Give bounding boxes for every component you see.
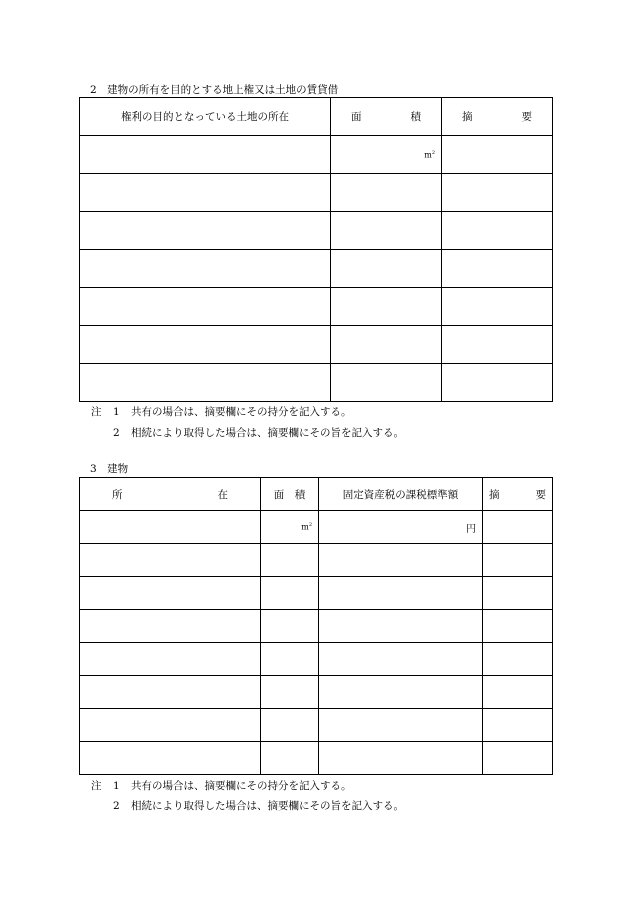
section3-title: 3 建物 bbox=[90, 463, 129, 475]
note-number: 1 bbox=[113, 406, 120, 418]
area-cell[interactable] bbox=[331, 288, 442, 326]
location-cell[interactable] bbox=[80, 742, 261, 775]
header-area: 面 積 bbox=[261, 478, 319, 511]
area-cell[interactable] bbox=[331, 364, 442, 402]
area-cell[interactable] bbox=[331, 212, 442, 250]
tax-base-cell[interactable] bbox=[319, 610, 483, 643]
header-area-char1: 面 bbox=[351, 111, 362, 123]
note-number: 2 bbox=[113, 800, 120, 812]
table-header-row bbox=[80, 98, 553, 136]
area-unit-sup: 2 bbox=[431, 149, 435, 156]
area-cell[interactable] bbox=[261, 610, 319, 643]
location-cell[interactable] bbox=[80, 511, 261, 544]
header-location bbox=[80, 478, 261, 511]
section3-note-2 bbox=[113, 798, 404, 813]
tax-base-cell[interactable] bbox=[319, 511, 483, 544]
area-unit: m bbox=[424, 150, 432, 160]
remarks-cell[interactable] bbox=[442, 212, 553, 250]
table-row bbox=[80, 174, 553, 212]
table-row bbox=[80, 364, 553, 402]
remarks-cell[interactable] bbox=[483, 610, 553, 643]
remarks-cell[interactable] bbox=[483, 643, 553, 676]
area-cell[interactable] bbox=[261, 643, 319, 676]
table-row bbox=[80, 643, 553, 676]
table-header-row bbox=[80, 478, 553, 511]
header-remarks-char2: 要 bbox=[535, 488, 546, 501]
header-land-location: 権利の目的となっている土地の所在 bbox=[80, 98, 331, 136]
land-location-cell[interactable] bbox=[80, 136, 331, 174]
area-cell[interactable] bbox=[261, 577, 319, 610]
note-number: 2 bbox=[113, 427, 120, 439]
remarks-cell[interactable] bbox=[442, 174, 553, 212]
area-cell[interactable] bbox=[261, 544, 319, 577]
table-row bbox=[80, 577, 553, 610]
table-row bbox=[80, 288, 553, 326]
land-location-cell[interactable] bbox=[80, 212, 331, 250]
tax-base-cell[interactable] bbox=[319, 577, 483, 610]
table-row bbox=[80, 212, 553, 250]
header-location-char1: 所 bbox=[112, 488, 123, 501]
land-location-cell[interactable] bbox=[80, 174, 331, 212]
table-row bbox=[80, 326, 553, 364]
remarks-cell[interactable] bbox=[483, 511, 553, 544]
remarks-cell[interactable] bbox=[442, 288, 553, 326]
note-text: 共有の場合は、摘要欄にその持分を記入する。 bbox=[131, 406, 352, 418]
table-row bbox=[80, 544, 553, 577]
location-cell[interactable] bbox=[80, 709, 261, 742]
remarks-cell[interactable] bbox=[442, 250, 553, 288]
table-row bbox=[80, 511, 553, 544]
table-row bbox=[80, 676, 553, 709]
section2-note-1 bbox=[91, 404, 352, 419]
table-row bbox=[80, 709, 553, 742]
tax-base-cell[interactable] bbox=[319, 676, 483, 709]
remarks-cell[interactable] bbox=[442, 326, 553, 364]
header-area-char2: 積 bbox=[410, 111, 421, 123]
tax-base-cell[interactable] bbox=[319, 643, 483, 676]
location-cell[interactable] bbox=[80, 577, 261, 610]
table-row bbox=[80, 610, 553, 643]
location-cell[interactable] bbox=[80, 676, 261, 709]
header-remarks-char2: 要 bbox=[521, 111, 532, 123]
table-row bbox=[80, 742, 553, 775]
remarks-cell[interactable] bbox=[442, 136, 553, 174]
section3-note-1 bbox=[91, 778, 352, 793]
area-cell[interactable] bbox=[261, 742, 319, 775]
land-location-cell[interactable] bbox=[80, 326, 331, 364]
header-remarks bbox=[483, 478, 553, 511]
table-row bbox=[80, 136, 553, 174]
remarks-cell[interactable] bbox=[483, 544, 553, 577]
land-location-cell[interactable] bbox=[80, 288, 331, 326]
table-row bbox=[80, 250, 553, 288]
area-unit-sup: 2 bbox=[308, 522, 312, 529]
remarks-cell[interactable] bbox=[483, 709, 553, 742]
note-text: 共有の場合は、摘要欄にその持分を記入する。 bbox=[131, 780, 352, 792]
note-label: 注 bbox=[91, 780, 102, 792]
section2-table bbox=[79, 97, 553, 402]
yen-unit: 円 bbox=[466, 523, 476, 535]
header-remarks bbox=[442, 98, 553, 136]
area-cell[interactable] bbox=[331, 174, 442, 212]
tax-base-cell[interactable] bbox=[319, 742, 483, 775]
remarks-cell[interactable] bbox=[483, 742, 553, 775]
section2-note-2 bbox=[113, 425, 404, 440]
section3-table bbox=[79, 477, 553, 775]
header-remarks-char1: 摘 bbox=[462, 111, 473, 123]
header-location-char2: 在 bbox=[217, 488, 228, 501]
note-label: 注 bbox=[91, 406, 102, 418]
land-location-cell[interactable] bbox=[80, 250, 331, 288]
area-unit: m bbox=[301, 522, 309, 532]
header-remarks-char1: 摘 bbox=[489, 488, 500, 501]
remarks-cell[interactable] bbox=[442, 364, 553, 402]
note-text: 相続により取得した場合は、摘要欄にその旨を記入する。 bbox=[131, 427, 404, 439]
section2-title: 2 建物の所有を目的とする地上権又は土地の賃貸借 bbox=[90, 84, 339, 96]
tax-base-cell[interactable] bbox=[319, 709, 483, 742]
location-cell[interactable] bbox=[80, 643, 261, 676]
header-area bbox=[331, 98, 442, 136]
area-cell[interactable] bbox=[331, 136, 442, 174]
area-cell[interactable] bbox=[261, 511, 319, 544]
header-tax-base: 固定資産税の課税標準額 bbox=[319, 478, 483, 511]
land-location-cell[interactable] bbox=[80, 364, 331, 402]
note-text: 相続により取得した場合は、摘要欄にその旨を記入する。 bbox=[131, 800, 404, 812]
location-cell[interactable] bbox=[80, 610, 261, 643]
remarks-cell[interactable] bbox=[483, 577, 553, 610]
remarks-cell[interactable] bbox=[483, 676, 553, 709]
tax-base-cell[interactable] bbox=[319, 544, 483, 577]
location-cell[interactable] bbox=[80, 544, 261, 577]
note-number: 1 bbox=[113, 780, 120, 792]
area-cell[interactable] bbox=[331, 250, 442, 288]
area-cell[interactable] bbox=[261, 709, 319, 742]
area-cell[interactable] bbox=[261, 676, 319, 709]
area-cell[interactable] bbox=[331, 326, 442, 364]
